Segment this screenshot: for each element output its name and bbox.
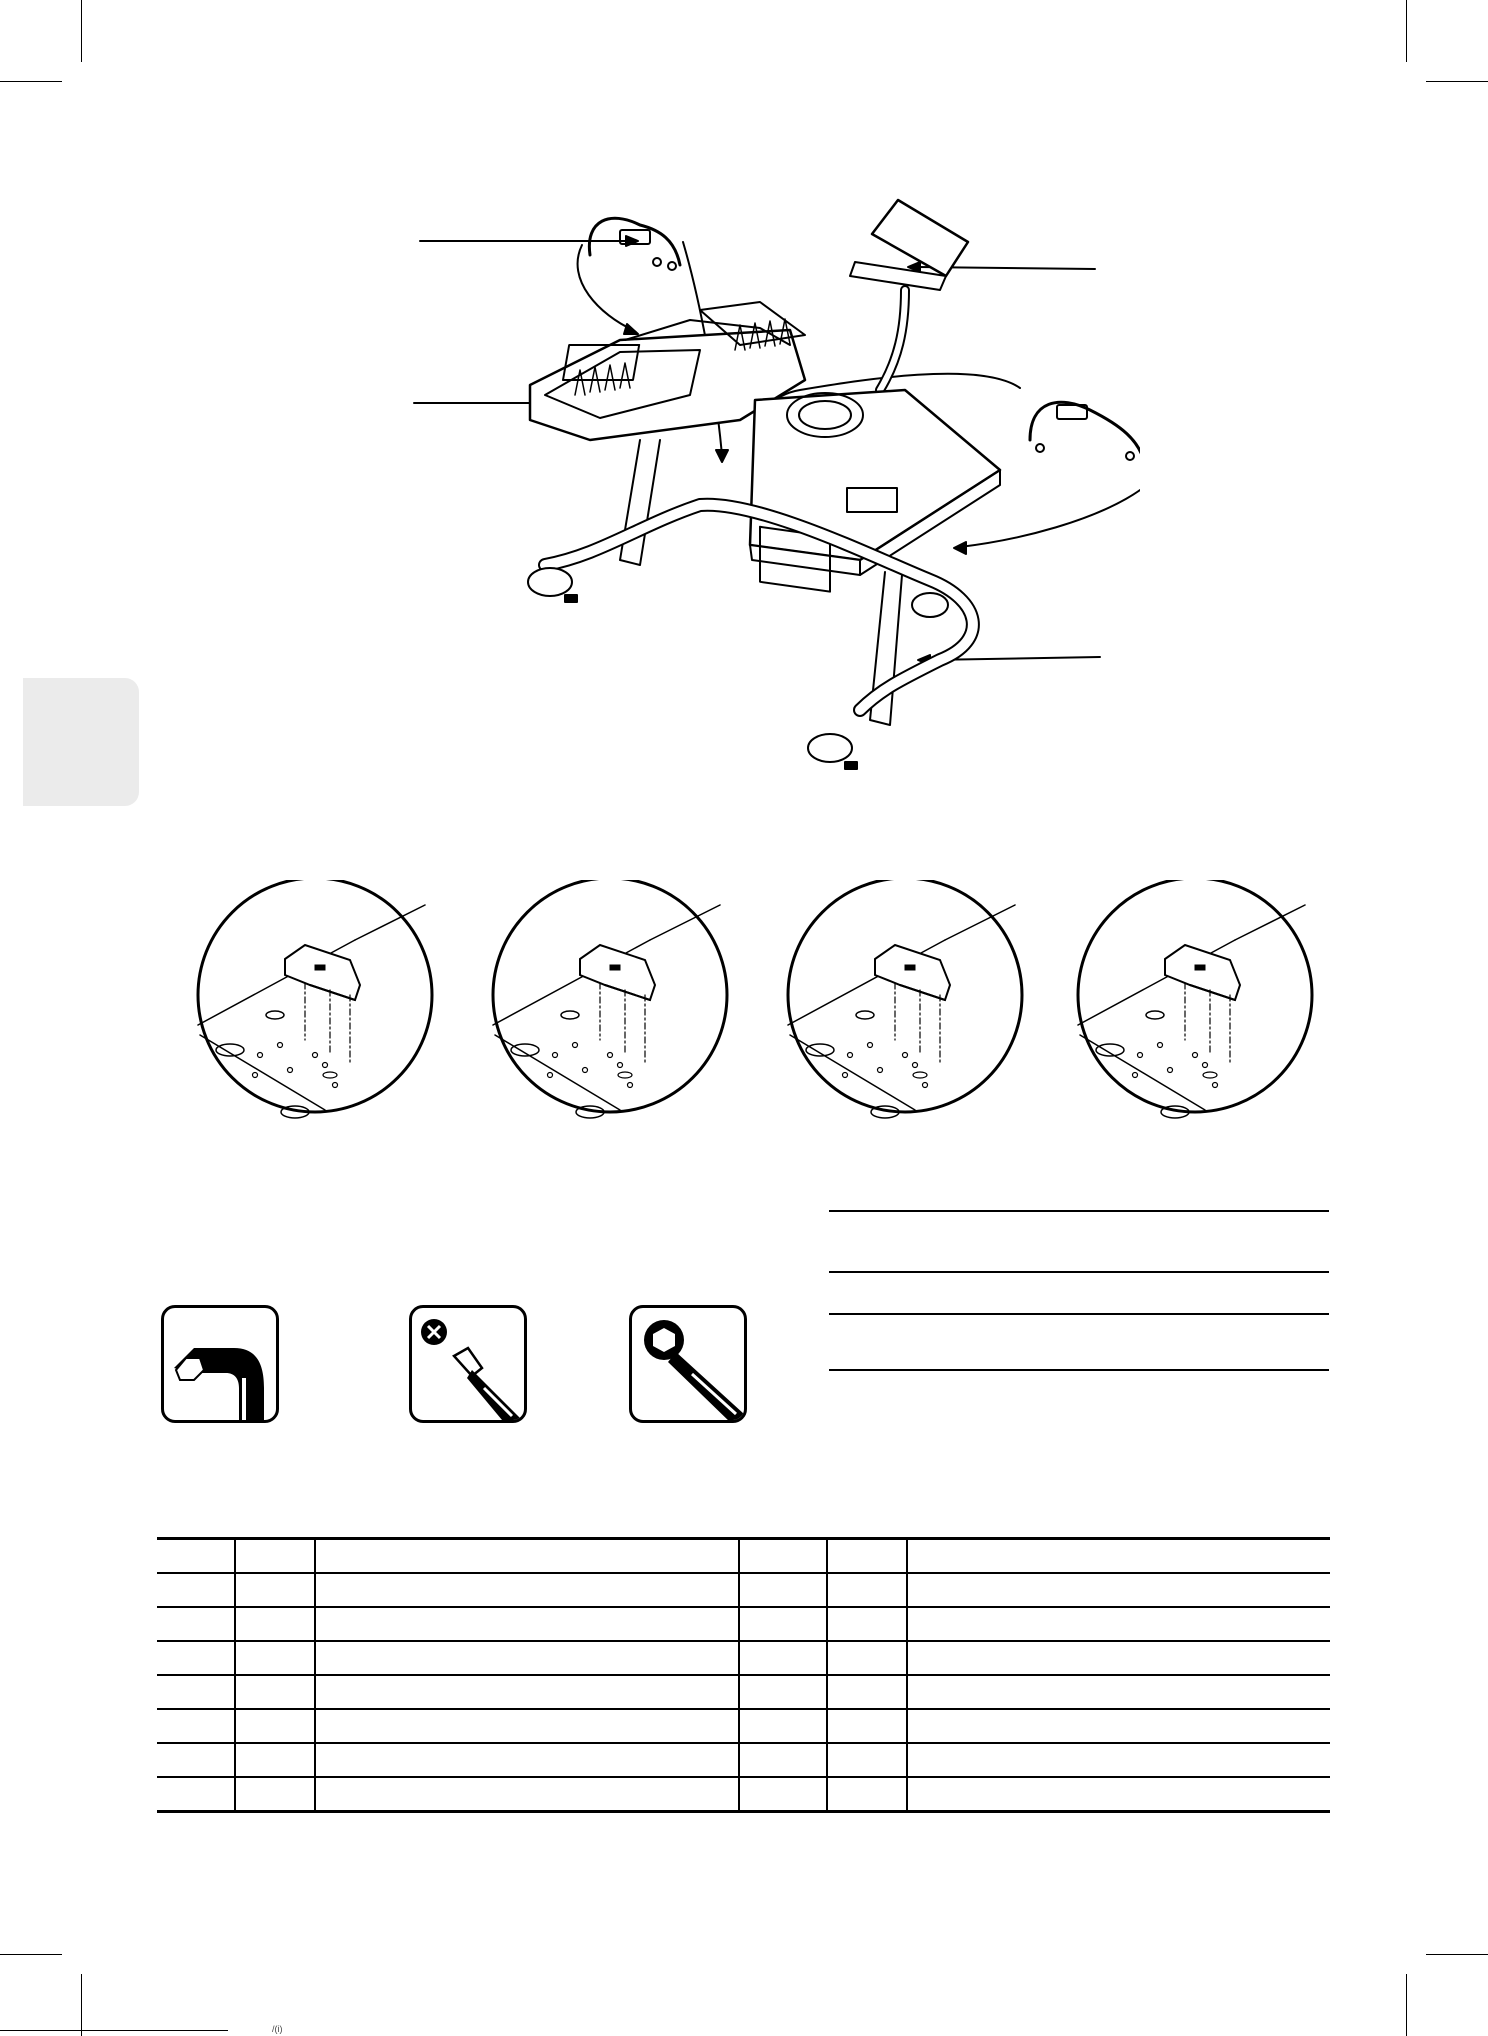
table-cell [827,1675,907,1709]
crop-mark [0,1954,62,1955]
table-cell [235,1777,315,1812]
table-row [157,1777,1330,1812]
side-tab [23,678,139,806]
crop-mark [1426,81,1488,82]
table-cell [315,1539,739,1574]
table-cell [827,1709,907,1743]
crop-mark [81,1974,82,2036]
table-row [157,1641,1330,1675]
table-cell [827,1539,907,1574]
table-cell [235,1641,315,1675]
table-cell [739,1641,827,1675]
table-cell [315,1675,739,1709]
footer-text: /(i) [272,2024,283,2034]
table-cell [157,1607,235,1641]
table-cell [739,1743,827,1777]
table-cell [907,1743,1330,1777]
table-cell [235,1675,315,1709]
table-cell [315,1641,739,1675]
phillips-screwdriver-icon [412,1308,524,1420]
detail-circles [195,880,1315,1120]
table-row [157,1573,1330,1607]
note-line [829,1369,1329,1371]
hex-key-icon [164,1308,276,1420]
wrench-tool [629,1305,747,1423]
parts-table [157,1537,1330,1813]
table-cell [907,1675,1330,1709]
table-cell [315,1777,739,1812]
table-cell [739,1675,827,1709]
detail-circle-3 [788,880,1022,1118]
table-cell [157,1675,235,1709]
table-cell [739,1607,827,1641]
crop-mark [81,0,82,62]
table-cell [157,1743,235,1777]
crop-mark [1406,0,1407,62]
table-cell [235,1743,315,1777]
detail-circle-4 [1078,880,1312,1118]
table-cell [157,1641,235,1675]
table-cell [235,1709,315,1743]
table-cell [157,1539,235,1574]
table-cell [907,1607,1330,1641]
table-cell [235,1573,315,1607]
table-cell [315,1573,739,1607]
exploded-assembly-drawing [380,190,1140,790]
table-cell [157,1573,235,1607]
table-cell [739,1777,827,1812]
table-cell [907,1777,1330,1812]
hex-key-tool [161,1305,279,1423]
footer-rule [0,2030,228,2031]
table-cell [157,1709,235,1743]
table-cell [827,1743,907,1777]
phillips-screwdriver-tool [409,1305,527,1423]
crop-mark [0,81,62,82]
note-line [829,1271,1329,1273]
table-row [157,1607,1330,1641]
note-line [829,1313,1329,1315]
table-cell [235,1539,315,1574]
table-cell [827,1607,907,1641]
detail-circle-1 [198,880,432,1118]
table-cell [739,1709,827,1743]
table-cell [907,1641,1330,1675]
table-cell [827,1641,907,1675]
note-line [829,1210,1329,1212]
table-cell [739,1539,827,1574]
curved-arrow [578,245,633,330]
table-row [157,1539,1330,1574]
table-cell [739,1573,827,1607]
table-row [157,1675,1330,1709]
table-cell [827,1777,907,1812]
crop-mark [1406,1974,1407,2036]
table-cell [827,1573,907,1607]
table-cell [315,1607,739,1641]
table-cell [157,1777,235,1812]
table-row [157,1743,1330,1777]
detail-circle-2 [493,880,727,1118]
table-cell [907,1573,1330,1607]
table-cell [235,1607,315,1641]
table-cell [907,1709,1330,1743]
wrench-icon [632,1308,744,1420]
table-cell [315,1709,739,1743]
crop-mark [1426,1954,1488,1955]
table-cell [907,1539,1330,1574]
table-cell [315,1743,739,1777]
table-row [157,1709,1330,1743]
